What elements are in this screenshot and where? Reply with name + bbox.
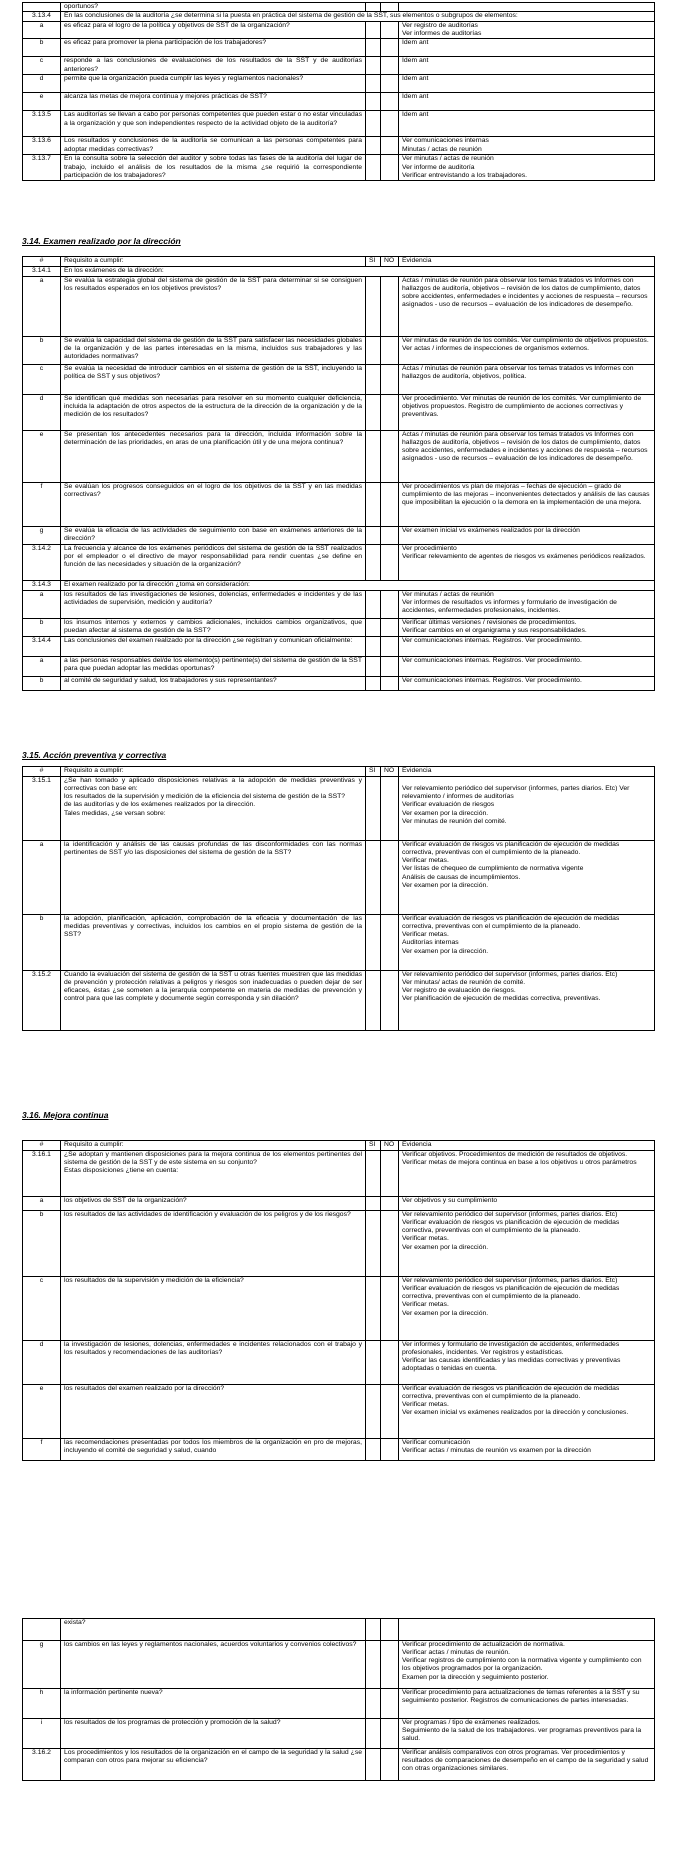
requirement-text: Se presentan los antecedentes necesarios para la dirección, incluida información sobre la determinación de las prioridades, en aras de una planificación útil y de una mejora continua? bbox=[61, 431, 366, 483]
requirement-text: En las conclusiones de la auditoría ¿se determina si la puesta en práctica del sistema de gestión de la SST, sus elementos o subgrupos de elementos: bbox=[61, 12, 655, 22]
no-cell[interactable] bbox=[381, 657, 399, 677]
requirement-text: la adopción, planificación, aplicación, comprobación de la eficacia y documentación de las medidas preventivas y correctivas, incluidos los cambios en el propio sistema de gestión de la SST? bbox=[61, 915, 366, 971]
table-row bbox=[23, 591, 655, 619]
si-cell[interactable] bbox=[366, 915, 381, 971]
no-cell[interactable] bbox=[381, 155, 399, 181]
requirement-text: Se evalúa la capacidad del sistema de gestión de la SST para satisfacer las necesidades globales de la organización y de las partes interesadas en la misma, incluidos sus trabajadores y las autoridades normativas? bbox=[61, 337, 366, 365]
header-no: NO bbox=[381, 1141, 399, 1151]
evidence-text: Actas / minutas de reunión para observar los temas tratados vs Informes con hallazgos de auditoría, objetivos – revisión de los datos de cumplimiento, datos sobre accidentes, enfermedades e incidentes y acciones de respuesta – recursos asignados - uso de recursos – evaluación de los indicadores de desempeño. bbox=[399, 431, 655, 483]
evidence-text: Verificar comunicación Verificar actas / minutas de reunión vs examen por la dirección bbox=[399, 1439, 655, 1461]
table-row bbox=[23, 337, 655, 365]
no-cell[interactable] bbox=[381, 111, 399, 137]
corrective-action-table bbox=[22, 766, 654, 1031]
continuous-improvement-table bbox=[22, 1140, 654, 1461]
table-row bbox=[23, 1689, 655, 1719]
row-number: c bbox=[23, 1277, 61, 1341]
row-number: 3.15.2 bbox=[23, 971, 61, 1031]
table-row bbox=[23, 365, 655, 395]
no-cell[interactable] bbox=[381, 365, 399, 395]
requirement-text: los resultados de la supervisión y medición de la eficiencia? bbox=[61, 1277, 366, 1341]
no-cell[interactable] bbox=[381, 915, 399, 971]
row-number: b bbox=[23, 1211, 61, 1277]
no-cell[interactable] bbox=[381, 545, 399, 581]
evidence-text: Ver examen inicial vs exámenes realizados por la dirección bbox=[399, 527, 655, 545]
si-cell[interactable] bbox=[366, 337, 381, 365]
evidence-text: Ver comunicaciones internas Minutas / actas de reunión bbox=[399, 137, 655, 155]
requirement-text: los resultados de los programas de protección y promoción de la salud? bbox=[61, 1719, 366, 1749]
si-cell[interactable] bbox=[366, 1211, 381, 1277]
evidence-text: Idem ant bbox=[399, 75, 655, 93]
si-cell[interactable] bbox=[366, 1385, 381, 1439]
row-number: d bbox=[23, 1341, 61, 1385]
si-cell[interactable] bbox=[366, 277, 381, 337]
si-cell[interactable] bbox=[366, 1641, 381, 1689]
evidence-text bbox=[399, 3, 655, 12]
no-cell[interactable] bbox=[381, 1439, 399, 1461]
no-cell[interactable] bbox=[381, 1211, 399, 1277]
table-row bbox=[23, 619, 655, 637]
table-row bbox=[23, 1719, 655, 1749]
row-number: 3.13.5 bbox=[23, 111, 61, 137]
row-number: b bbox=[23, 619, 61, 637]
evidence-text bbox=[399, 1619, 655, 1641]
table-row bbox=[23, 1749, 655, 1781]
row-number: f bbox=[23, 483, 61, 527]
row-number: 3.14.4 bbox=[23, 637, 61, 657]
row-number: a bbox=[23, 841, 61, 915]
row-number: g bbox=[23, 1641, 61, 1689]
table-row bbox=[23, 111, 655, 137]
row-number: a bbox=[23, 591, 61, 619]
evidence-text: Verificar procedimiento de actualización de normativa. Verificar actas / minutas de reunión. Verificar registros de cumplimiento con la normativa vigente y cumplimiento con los objetivos programados por la organización. Examen por la dirección y seguimiento posterior. bbox=[399, 1641, 655, 1689]
requirement-text: Se evalúa la necesidad de introducir cambios en el sistema de gestión de la SST, incluyendo la política de SST y sus objetivos? bbox=[61, 365, 366, 395]
no-cell[interactable] bbox=[381, 395, 399, 431]
row-number: 3.16.1 bbox=[23, 1151, 61, 1197]
header-evidence: Evidencia bbox=[399, 1141, 655, 1151]
no-cell[interactable] bbox=[381, 1619, 399, 1641]
evidence-text: Ver procedimiento. Ver minutas de reunión de los comités. Ver cumplimiento de objetivos propuestos. Registro de cumplimiento de acciones correctivas y preventivas. bbox=[399, 395, 655, 431]
row-number: b bbox=[23, 915, 61, 971]
table-row bbox=[23, 1341, 655, 1385]
requirement-text: oportunos? bbox=[61, 3, 366, 12]
no-cell[interactable] bbox=[381, 591, 399, 619]
evidence-text: Verificar últimas versiones / revisiones de procedimientos. Verificar cambios en el organigrama y sus responsabilidades. bbox=[399, 619, 655, 637]
si-cell[interactable] bbox=[366, 657, 381, 677]
no-cell[interactable] bbox=[381, 3, 399, 12]
si-cell[interactable] bbox=[366, 395, 381, 431]
header-requirement: Requisito a cumplir: bbox=[61, 1141, 366, 1151]
row-number: a bbox=[23, 22, 61, 39]
requirement-text: Las conclusiones del examen realizado por la dirección ¿se registran y comunican oficialmente: bbox=[61, 637, 366, 657]
no-cell[interactable] bbox=[381, 1719, 399, 1749]
no-cell[interactable] bbox=[381, 971, 399, 1031]
row-number: a bbox=[23, 657, 61, 677]
table-row bbox=[23, 657, 655, 677]
evidence-text: Ver minutas / actas de reunión Ver informes de resultados vs informes y formulario de investigación de accidentes, enfermedades profesionales, incidentes. bbox=[399, 591, 655, 619]
requirement-text: El examen realizado por la dirección ¿toma en consideración: bbox=[61, 581, 655, 591]
row-number: c bbox=[23, 365, 61, 395]
si-cell[interactable] bbox=[366, 527, 381, 545]
si-cell[interactable] bbox=[366, 57, 381, 75]
no-cell[interactable] bbox=[381, 431, 399, 483]
management-review-table bbox=[22, 256, 654, 691]
evidence-text: Ver comunicaciones internas. Registros. Ver procedimiento. bbox=[399, 677, 655, 691]
requirement-text: los cambios en las leyes y reglamentos nacionales, acuerdos voluntarios y convenios colectivos? bbox=[61, 1641, 366, 1689]
evidence-text: Ver minutas de reunión de los comités. Ver cumplimiento de objetivos propuestos. Ver actas / informes de inspecciones de organismos externos. bbox=[399, 337, 655, 365]
requirement-text: Las auditorías se llevan a cabo por personas competentes que pueden estar o no estar vinculadas a la organización y que son independientes respecto de la actividad objeto de la auditoría? bbox=[61, 111, 366, 137]
requirement-text: Los resultados y conclusiones de la auditoría se comunican a las personas competentes para adoptar medidas correctivas? bbox=[61, 137, 366, 155]
no-cell[interactable] bbox=[381, 1749, 399, 1781]
table-row bbox=[23, 971, 655, 1031]
evidence-text: Ver relevamiento periódico del supervisor (informes, partes diarios. Etc) Ver minutas/ actas de reunión de comité. Ver registro de evaluación de riesgos. Ver planificación de ejecución de medidas correctiva, preventivas. bbox=[399, 971, 655, 1031]
evidence-text: Verificar análisis comparativos con otros programas. Ver procedimientos y resultados de comparaciones de desempeño en el campo de la seguridad y salud con otras organizaciones similares. bbox=[399, 1749, 655, 1781]
section-title-3-16: 3.16. Mejora continua bbox=[22, 1110, 109, 1120]
no-cell[interactable] bbox=[381, 337, 399, 365]
requirement-text: La frecuencia y alcance de los exámenes periódicos del sistema de gestión de la SST realizados por el empleador o el directivo de mayor responsabilidad para rendir cuentas ¿se define en función de las necesidades y situación de la organización? bbox=[61, 545, 366, 581]
no-cell[interactable] bbox=[381, 527, 399, 545]
requirement-text: Cuando la evaluación del sistema de gestión de la SST u otras fuentes muestren que las medidas de prevención y protección relativas a peligros y riesgos son inadecuadas o pueden dejar de ser eficaces, éstas ¿se someten a la jerarquía competente en materia de medidas de prevención y control para que las complete y documente según corresponda y sin dilación? bbox=[61, 971, 366, 1031]
evidence-text: Ver procedimiento Verificar relevamiento de agentes de riesgos vs exámenes periódicos realizados. bbox=[399, 545, 655, 581]
row-number: g bbox=[23, 527, 61, 545]
table-row bbox=[23, 155, 655, 181]
row-number: 3.14.1 bbox=[23, 267, 61, 277]
row-number: 3.16.2 bbox=[23, 1749, 61, 1781]
table-row bbox=[23, 57, 655, 75]
requirement-text: Los procedimientos y los resultados de la organización en el campo de la seguridad y la salud ¿se comparan con otros para mejorar su eficiencia? bbox=[61, 1749, 366, 1781]
requirement-text: a las personas responsables del/de los elemento(s) pertinente(s) del sistema de gestión de la SST para que puedan adoptar las medidas oportunas? bbox=[61, 657, 366, 677]
no-cell[interactable] bbox=[381, 1341, 399, 1385]
si-cell[interactable] bbox=[366, 137, 381, 155]
section-title-3-15: 3.15. Acción preventiva y correctiva bbox=[22, 750, 167, 760]
table-row bbox=[23, 1619, 655, 1641]
requirement-text: la investigación de lesiones, dolencias, enfermedades e incidentes relacionados con el trabajo y los resultados y recomendaciones de las auditorías? bbox=[61, 1341, 366, 1385]
row-number: e bbox=[23, 93, 61, 111]
no-cell[interactable] bbox=[381, 1151, 399, 1197]
no-cell[interactable] bbox=[381, 1197, 399, 1211]
si-cell[interactable] bbox=[366, 3, 381, 12]
table-header-row bbox=[23, 1141, 655, 1151]
no-cell[interactable] bbox=[381, 1689, 399, 1719]
requirement-text: responde a las conclusiones de evaluaciones de los resultados de la SST y de auditorías anteriores? bbox=[61, 57, 366, 75]
requirement-text: la información pertinente nueva? bbox=[61, 1689, 366, 1719]
table-row bbox=[23, 267, 655, 277]
row-number: h bbox=[23, 1689, 61, 1719]
section-title-3-14: 3.14. Examen realizado por la dirección bbox=[22, 236, 181, 246]
si-cell[interactable] bbox=[366, 431, 381, 483]
si-cell[interactable] bbox=[366, 1619, 381, 1641]
requirement-text: Se evalúa la eficacia de las actividades de seguimiento con base en exámenes anteriores de la dirección? bbox=[61, 527, 366, 545]
evidence-text: Ver registro de auditorías Ver informes de auditorías bbox=[399, 22, 655, 39]
si-cell[interactable] bbox=[366, 75, 381, 93]
table-row bbox=[23, 581, 655, 591]
evidence-text: Ver relevamiento periódico del supervisor (informes, partes diarios. Etc) Ver relevamiento / informes de auditorías Verificar evaluación de riesgos Ver examen por la dirección. Ver minutas de reunión del comité. bbox=[399, 777, 655, 841]
row-number: 3.14.3 bbox=[23, 581, 61, 591]
table-row bbox=[23, 545, 655, 581]
header-si: SI bbox=[366, 767, 381, 777]
table-row bbox=[23, 1641, 655, 1689]
evidence-text: Idem ant bbox=[399, 111, 655, 137]
no-cell[interactable] bbox=[381, 637, 399, 657]
header-si: SI bbox=[366, 257, 381, 267]
header-requirement: Requisito a cumplir: bbox=[61, 767, 366, 777]
evidence-text: Idem ant bbox=[399, 93, 655, 111]
row-number: b bbox=[23, 337, 61, 365]
si-cell[interactable] bbox=[366, 483, 381, 527]
table-row bbox=[23, 527, 655, 545]
table-row bbox=[23, 1385, 655, 1439]
evidence-text: Verificar evaluación de riesgos vs planificación de ejecución de medidas correctiva, preventivas con el cumplimiento de la planeado. Verificar metas. Ver listas de chequeo de cumplimiento de normativa vigente Análisis de causas de incumplimientos. Ver examen por la dirección. bbox=[399, 841, 655, 915]
evidence-text: Idem ant bbox=[399, 57, 655, 75]
si-cell[interactable] bbox=[366, 971, 381, 1031]
row-number: e bbox=[23, 1385, 61, 1439]
table-row bbox=[23, 22, 655, 39]
evidence-text: Ver procedimientos vs plan de mejoras – fechas de ejecución – grado de cumplimiento de las mejoras – inconvenientes detectados y análisis de las causas que imposibilitan la ejecución o la demora en la implementación de una mejora. bbox=[399, 483, 655, 527]
table-header-row bbox=[23, 257, 655, 267]
si-cell[interactable] bbox=[366, 93, 381, 111]
evidence-text: Actas / minutas de reunión para observar los temas tratados vs Informes con hallazgos de auditoría, objetivos, política. bbox=[399, 365, 655, 395]
continuous-improvement-table-continued bbox=[22, 1618, 654, 1781]
si-cell[interactable] bbox=[366, 22, 381, 39]
header-num: # bbox=[23, 767, 61, 777]
row-number: e bbox=[23, 431, 61, 483]
requirement-text: Se identifican qué medidas son necesarias para resolver en su momento cualquier deficiencia, incluida la adaptación de otros aspectos de la estructura de la dirección de la organización y de la medición de los resultados? bbox=[61, 395, 366, 431]
table-row bbox=[23, 1197, 655, 1211]
table-row bbox=[23, 39, 655, 57]
row-number: 3.14.2 bbox=[23, 545, 61, 581]
row-number: b bbox=[23, 677, 61, 691]
table-row bbox=[23, 75, 655, 93]
no-cell[interactable] bbox=[381, 677, 399, 691]
si-cell[interactable] bbox=[366, 545, 381, 581]
evidence-text: Ver comunicaciones internas. Registros. Ver procedimiento. bbox=[399, 637, 655, 657]
si-cell[interactable] bbox=[366, 591, 381, 619]
row-number: a bbox=[23, 277, 61, 337]
si-cell[interactable] bbox=[366, 39, 381, 57]
evidence-text: Verificar objetivos. Procedimientos de medición de resultados de objetivos. Verificar metas de mejora continua en base a los objetivos u otros parámetros bbox=[399, 1151, 655, 1197]
header-num: # bbox=[23, 1141, 61, 1151]
requirement-text: exista? bbox=[61, 1619, 366, 1641]
row-number: c bbox=[23, 57, 61, 75]
header-no: NO bbox=[381, 257, 399, 267]
no-cell[interactable] bbox=[381, 93, 399, 111]
table-row bbox=[23, 1211, 655, 1277]
no-cell[interactable] bbox=[381, 75, 399, 93]
si-cell[interactable] bbox=[366, 1197, 381, 1211]
requirement-text: al comité de seguridad y salud, los trabajadores y sus representantes? bbox=[61, 677, 366, 691]
si-cell[interactable] bbox=[366, 777, 381, 841]
requirement-text: es eficaz para el logro de la política y objetivos de SST de la organización? bbox=[61, 22, 366, 39]
table-row bbox=[23, 777, 655, 841]
no-cell[interactable] bbox=[381, 1641, 399, 1689]
row-number: 3.13.4 bbox=[23, 12, 61, 22]
no-cell[interactable] bbox=[381, 22, 399, 39]
si-cell[interactable] bbox=[366, 841, 381, 915]
audit-table-continued bbox=[22, 2, 654, 181]
table-row bbox=[23, 1277, 655, 1341]
requirement-text: los resultados de las investigaciones de lesiones, dolencias, enfermedades e incidentes y de las actividades de supervisión, medición y auditoría? bbox=[61, 591, 366, 619]
table-row bbox=[23, 637, 655, 657]
requirement-text: Se evalúa la estrategia global del sistema de gestión de la SST para determinar si se consiguen los resultados esperados en los objetivos previstos? bbox=[61, 277, 366, 337]
row-number: a bbox=[23, 1197, 61, 1211]
requirement-text: la identificación y análisis de las causas profundas de las disconformidades con las normas pertinentes de SST y/o las disposiciones del sistema de gestión de la SST? bbox=[61, 841, 366, 915]
requirement-text: permite que la organización pueda cumplir las leyes y reglamentos nacionales? bbox=[61, 75, 366, 93]
row-number bbox=[23, 3, 61, 12]
requirement-text: es eficaz para promover la plena participación de los trabajadores? bbox=[61, 39, 366, 57]
table-row bbox=[23, 12, 655, 22]
table-row bbox=[23, 395, 655, 431]
row-number: 3.15.1 bbox=[23, 777, 61, 841]
table-row bbox=[23, 137, 655, 155]
requirement-text: las recomendaciones presentadas por todos los miembros de la organización en pro de mejoras, incluyendo el comité de seguridad y salud, cuando bbox=[61, 1439, 366, 1461]
header-evidence: Evidencia bbox=[399, 767, 655, 777]
evidence-text: Ver informes y formulario de investigación de accidentes, enfermedades profesionales, incidentes. Ver registros y estadísticas. Verificar las causas identificadas y las medidas correctivas y preventivas adoptadas o tenidas en cuenta. bbox=[399, 1341, 655, 1385]
requirement-text: ¿Se adoptan y mantienen disposiciones para la mejora continua de los elementos pertinentes del sistema de gestión de la SST y de este sistema en su conjunto? Estas disposiciones ¿tiene en cuenta: bbox=[61, 1151, 366, 1197]
row-number: d bbox=[23, 75, 61, 93]
evidence-text: Ver programas / tipo de exámenes realizados. Seguimiento de la salud de los trabajadores. ver programas preventivos para la salud. bbox=[399, 1719, 655, 1749]
evidence-text: Idem ant bbox=[399, 39, 655, 57]
si-cell[interactable] bbox=[366, 1439, 381, 1461]
row-number: 3.13.7 bbox=[23, 155, 61, 181]
si-cell[interactable] bbox=[366, 1689, 381, 1719]
table-row bbox=[23, 93, 655, 111]
requirement-text: En la consulta sobre la selección del auditor y sobre todas las fases de la auditoría del lugar de trabajo, incluido el análisis de los resultados de la misma ¿se requirió la correspondiente participación de los trabajadores? bbox=[61, 155, 366, 181]
si-cell[interactable] bbox=[366, 619, 381, 637]
no-cell[interactable] bbox=[381, 841, 399, 915]
table-row bbox=[23, 3, 655, 12]
table-row bbox=[23, 841, 655, 915]
requirement-text: Se evalúan los progresos conseguidos en el logro de los objetivos de la SST y en las medidas correctivas? bbox=[61, 483, 366, 527]
header-num: # bbox=[23, 257, 61, 267]
no-cell[interactable] bbox=[381, 619, 399, 637]
no-cell[interactable] bbox=[381, 1277, 399, 1341]
table-header-row bbox=[23, 767, 655, 777]
evidence-text: Ver relevamiento periódico del supervisor (informes, partes diarios. Etc) Verificar evaluación de riesgos vs planificación de ejecución de medidas correctiva, preventivas con el cumplimiento de la planeado. Verificar metas. Ver examen por la dirección. bbox=[399, 1211, 655, 1277]
requirement-text: alcanza las metas de mejora continua y mejores prácticas de SST? bbox=[61, 93, 366, 111]
no-cell[interactable] bbox=[381, 137, 399, 155]
si-cell[interactable] bbox=[366, 1719, 381, 1749]
row-number: d bbox=[23, 395, 61, 431]
si-cell[interactable] bbox=[366, 155, 381, 181]
evidence-text: Verificar evaluación de riesgos vs planificación de ejecución de medidas correctiva, preventivas con el cumplimiento de la planeado. Verificar metas. Auditorías internas Ver examen por la dirección. bbox=[399, 915, 655, 971]
table-row bbox=[23, 915, 655, 971]
row-number: f bbox=[23, 1439, 61, 1461]
evidence-text: Verificar procedimiento para actualizaciones de temas referentes a la SST y su seguimiento posterior. Registros de comunicaciones de partes interesadas. bbox=[399, 1689, 655, 1719]
evidence-text: Verificar evaluación de riesgos vs planificación de ejecución de medidas correctiva, preventivas con el cumplimiento de la planeado. Verificar metas. Ver examen inicial vs exámenes realizados por la dirección y conclusiones. bbox=[399, 1385, 655, 1439]
evidence-text: Ver relevamiento periódico del supervisor (informes, partes diarios. Etc) Verificar evaluación de riesgos vs planificación de ejecución de medidas correctiva, preventivas con el cumplimiento de la planeado. Verificar metas. Ver examen por la dirección. bbox=[399, 1277, 655, 1341]
table-row bbox=[23, 277, 655, 337]
table-row bbox=[23, 1151, 655, 1197]
evidence-text: Ver minutas / actas de reunión Ver informe de auditoría Verificar entrevistando a los trabajadores. bbox=[399, 155, 655, 181]
table-row bbox=[23, 483, 655, 527]
requirement-text: los resultados de las actividades de identificación y evaluación de los peligros y de los riesgos? bbox=[61, 1211, 366, 1277]
row-number: 3.13.6 bbox=[23, 137, 61, 155]
si-cell[interactable] bbox=[366, 1151, 381, 1197]
no-cell[interactable] bbox=[381, 1385, 399, 1439]
no-cell[interactable] bbox=[381, 777, 399, 841]
row-number: b bbox=[23, 39, 61, 57]
header-no: NO bbox=[381, 767, 399, 777]
header-evidence: Evidencia bbox=[399, 257, 655, 267]
header-si: SI bbox=[366, 1141, 381, 1151]
requirement-text: los objetivos de SST de la organización? bbox=[61, 1197, 366, 1211]
requirement-text: ¿Se han tomado y aplicado disposiciones relativas a la adopción de medidas preventivas y correctivas con base en: los resultados de la supervisión y medición de la eficiencia del sistema de gestión de la SST? de las auditorías y de los exámenes realizados por la dirección. Tales medidas, ¿se versan sobre: bbox=[61, 777, 366, 841]
si-cell[interactable] bbox=[366, 111, 381, 137]
si-cell[interactable] bbox=[366, 365, 381, 395]
requirement-text: En los exámenes de la dirección: bbox=[61, 267, 655, 277]
requirement-text: los resultados del examen realizado por la dirección? bbox=[61, 1385, 366, 1439]
no-cell[interactable] bbox=[381, 57, 399, 75]
no-cell[interactable] bbox=[381, 39, 399, 57]
si-cell[interactable] bbox=[366, 1277, 381, 1341]
no-cell[interactable] bbox=[381, 277, 399, 337]
row-number: i bbox=[23, 1719, 61, 1749]
no-cell[interactable] bbox=[381, 483, 399, 527]
si-cell[interactable] bbox=[366, 677, 381, 691]
table-row bbox=[23, 677, 655, 691]
si-cell[interactable] bbox=[366, 1749, 381, 1781]
si-cell[interactable] bbox=[366, 1341, 381, 1385]
requirement-text: los insumos internos y externos y cambios adicionales, incluidos cambios organizativos, que puedan afectar al sistema de gestión de la SST? bbox=[61, 619, 366, 637]
evidence-text: Ver objetivos y su cumplimiento bbox=[399, 1197, 655, 1211]
header-requirement: Requisito a cumplir: bbox=[61, 257, 366, 267]
table-row bbox=[23, 431, 655, 483]
evidence-text: Actas / minutas de reunión para observar los temas tratados vs Informes con hallazgos de auditoría, objetivos – revisión de los datos de cumplimiento, datos sobre accidentes, enfermedades e incidentes y acciones de respuesta – recursos asignados - uso de recursos – evaluación de los indicadores de desempeño. bbox=[399, 277, 655, 337]
row-number bbox=[23, 1619, 61, 1641]
evidence-text: Ver comunicaciones internas. Registros. Ver procedimiento. bbox=[399, 657, 655, 677]
table-row bbox=[23, 1439, 655, 1461]
si-cell[interactable] bbox=[366, 637, 381, 657]
